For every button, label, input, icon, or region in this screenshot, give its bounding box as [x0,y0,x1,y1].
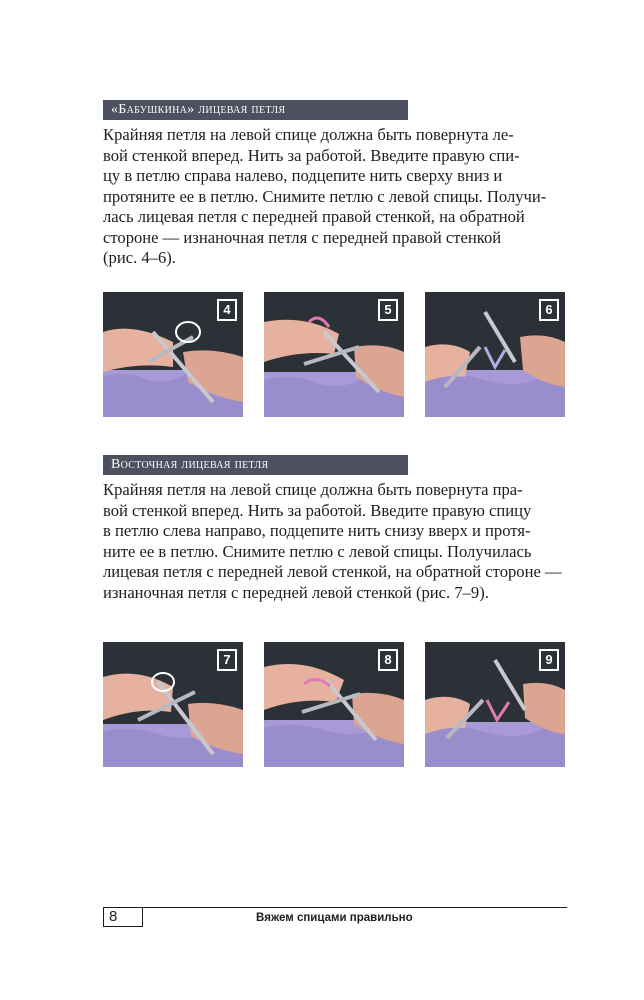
text-line: протяните ее в петлю. Снимите петлю с левой спицы. Получи- [103,186,547,206]
section-header-babushkina: «Бабушкина» лицевая петля [103,100,408,120]
photo-figure-7 [103,642,243,767]
photo-figure-6 [425,292,565,417]
figure-number-badge: 9 [539,649,559,671]
paragraph-vostochnaya [103,480,567,603]
text-line: изнаночная петля с передней левой стенкой (рис. 7–9). [103,582,489,602]
text-line: в петлю слева направо, подцепите нить снизу вверх и протя- [103,521,531,540]
paragraph-babushkina [103,125,567,269]
figure-number-badge: 7 [217,649,237,671]
text-line: стороне — изнаночная петля с передней правой стенкой [103,227,502,247]
figure-number-badge: 4 [217,299,237,321]
photo-figure-8 [264,642,404,767]
footer-rule [103,907,567,908]
photo-figure-4 [103,292,243,417]
page-number: 8 [103,907,143,927]
text-line: вой стенкой вперед. Нить за работой. Введите правую спицу [103,500,532,520]
text-line: (рис. 4–6). [103,248,176,267]
figure-number-badge: 5 [378,299,398,321]
text-line: цу в петлю справа налево, подцепите нить сверху вниз и [103,166,503,185]
running-title: Вяжем спицами правильно [256,912,413,924]
photo-figure-5 [264,292,404,417]
photo-figure-9 [425,642,565,767]
figure-number-badge: 8 [378,649,398,671]
text-line: лась лицевая петля с передней правой стенкой, на обратной [103,207,525,226]
text-line: Крайняя петля на левой спице должна быть повернута пра- [103,480,523,499]
section-header-vostochnaya: Восточная лицевая петля [103,455,408,475]
text-line: вой стенкой вперед. Нить за работой. Введите правую спи- [103,145,520,165]
text-line: лицевая петля с передней левой стенкой, на обратной стороне — [103,562,562,581]
text-line: Крайняя петля на левой спице должна быть повернута ле- [103,125,514,144]
figure-number-badge: 6 [539,299,559,321]
text-line: ните ее в петлю. Снимите петлю с левой спицы. Получилась [103,541,532,561]
